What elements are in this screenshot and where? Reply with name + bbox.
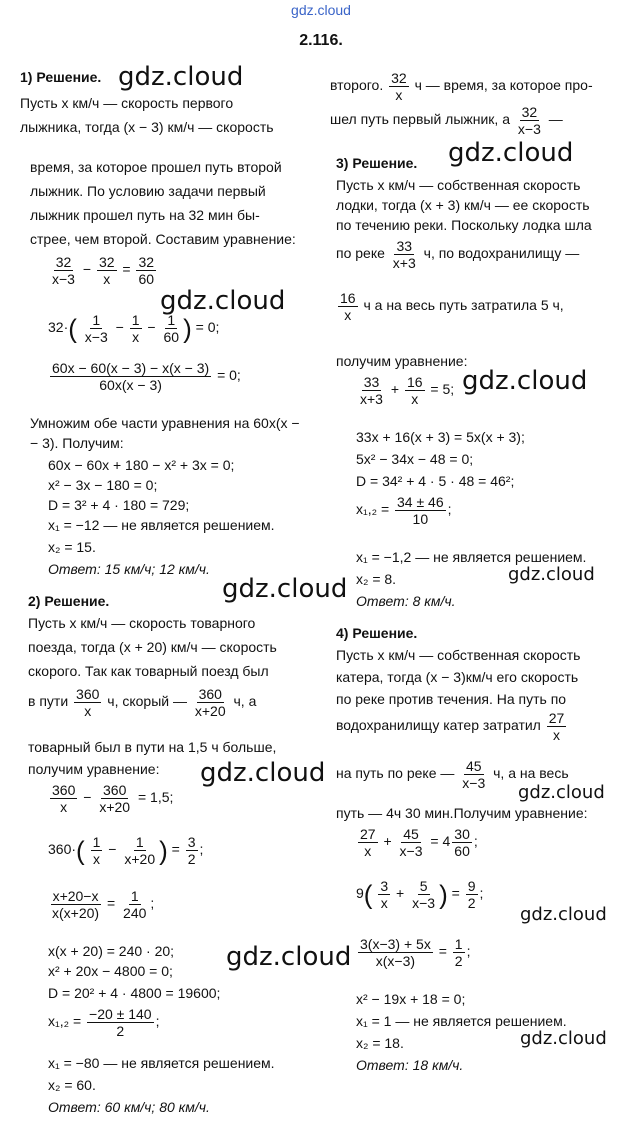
p4-line: по реке против течения. На путь по <box>336 691 567 707</box>
p1-line: − 3). Получим: <box>30 435 124 451</box>
p2-line: x(x + 20) = 240 · 20; <box>48 943 175 959</box>
p4-line: водохранилищу катер затратил $\frac{27}{x}$ <box>336 710 565 743</box>
p2-line: поезда, тогда (x + 20) км/ч — скорость <box>28 639 277 655</box>
p4-line: x₁ = 1 — не является решением. <box>356 1013 567 1029</box>
p3-line: 33x + 16(x + 3) = 5x(x + 3); <box>356 429 525 445</box>
watermark: gdz.cloud <box>520 904 607 925</box>
p2-line: D = 20² + 4 · 4800 = 19600; <box>48 985 221 1001</box>
p1-line: D = 3² + 4 · 180 = 729; <box>48 497 190 513</box>
p3-line: $\frac{16}{x}$ ч а на весь путь затратила 5 ч, <box>340 290 564 323</box>
problem-number: 2.116. <box>299 32 343 49</box>
p1-line: Умножим обе части уравнения на 60x(x − <box>30 415 300 431</box>
p3-heading: 3) Решение. <box>336 155 418 171</box>
p4-line: путь — 4ч 30 мин.Получим уравнение: <box>336 805 588 821</box>
p4-line: x₂ = 18. <box>356 1035 404 1051</box>
p3-line: лодки, тогда (x + 3) км/ч — ее скорость <box>336 197 590 213</box>
p3-line: Пусть x км/ч — собственная скорость <box>336 177 581 193</box>
p2-line: Пусть x км/ч — скорость товарного <box>28 615 256 631</box>
p1-line: время, за которое прошел путь второй <box>30 159 282 175</box>
p3-line: по течению реки. Поскольку лодка шла <box>336 217 592 233</box>
p4-line: катера, тогда (x − 3)км/ч его скорость <box>336 669 579 685</box>
p2-answer: Ответ: 60 км/ч; 80 км/ч. <box>48 1099 210 1115</box>
equation: $\frac{32}{x-3}$ − $\frac{32}{x}$ = $\frac{32}{60}$ <box>52 254 155 287</box>
r-line: шел путь первый лыжник, а $\frac{32}{x-3}$ — <box>330 104 563 137</box>
equation: $\frac{x+20-x}{x(x+20)}$ = $\frac{1}{240}$ ; <box>52 888 155 921</box>
p3-line: 5x² − 34x − 48 = 0; <box>356 451 474 467</box>
watermark: gdz.cloud <box>226 942 352 972</box>
watermark: gdz.cloud <box>520 1028 607 1049</box>
p1-line: лыжник прошел путь на 32 мин бы- <box>30 207 260 223</box>
r-line: второго. $\frac{32}{x}$ ч — время, за которое про- <box>330 70 593 103</box>
watermark: gdz.cloud <box>118 62 244 92</box>
p4-line: на путь по реке — $\frac{45}{x-3}$ ч, а на весь <box>336 758 569 791</box>
p3-line: D = 34² + 4 · 5 · 48 = 46²; <box>356 473 515 489</box>
p2-line: x₁ = −80 — не является решением. <box>48 1055 275 1071</box>
p2-line: x² + 20x − 4800 = 0; <box>48 963 173 979</box>
p2-line: x₂ = 60. <box>48 1077 96 1093</box>
watermark: gdz.cloud <box>508 564 595 585</box>
equation: $\frac{3(x-3) + 5x}{x(x-3)}$ = $\frac{1}{2}$ ; <box>360 936 471 969</box>
p4-line: Пусть x км/ч — собственная скорость <box>336 647 581 663</box>
p4-heading: 4) Решение. <box>336 625 418 641</box>
equation: $\frac{33}{x+3}$ + $\frac{16}{x}$ = 5; <box>360 374 455 407</box>
p4-answer: Ответ: 18 км/ч. <box>356 1057 464 1073</box>
p2-heading: 2) Решение. <box>28 593 110 609</box>
p1-line: лыжника, тогда (x − 3) км/ч — скорость <box>20 119 274 135</box>
watermark: gdz.cloud <box>462 366 588 396</box>
p1-line: Пусть x км/ч — скорость первого <box>20 95 234 111</box>
watermark: gdz.cloud <box>160 286 286 316</box>
p1-heading: 1) Решение. <box>20 69 102 85</box>
equation: x₁,₂ = $\frac{-20 \pm 140}{2}$ ; <box>48 1006 160 1039</box>
p2-line: товарный был в пути на 1,5 ч больше, <box>28 739 277 755</box>
p1-line: 60x − 60x + 180 − x² + 3x = 0; <box>48 457 235 473</box>
p1-line: лыжник. По условию задачи первый <box>30 183 266 199</box>
equation: 9( $\frac{3}{x}$ + $\frac{5}{x-3}$ ) = $\frac{9}{2}$ ; <box>356 878 484 911</box>
p3-line: x₂ = 8. <box>356 571 397 587</box>
p1-line: стрее, чем второй. Составим уравнение: <box>30 231 296 247</box>
watermark: gdz.cloud <box>518 782 605 803</box>
p2-line: скорого. Так как товарный поезд был <box>28 663 269 679</box>
watermark-top: gdz.cloud <box>291 2 351 18</box>
p3-answer: Ответ: 8 км/ч. <box>356 593 456 609</box>
watermark: gdz.cloud <box>200 758 326 788</box>
p2-line: в пути $\frac{360}{x}$ ч, скорый — $\frac{360}{x+20}$ ч, а <box>28 686 257 719</box>
equation: $\frac{27}{x}$ + $\frac{45}{x-3}$ = 4 $\frac{30}{60}$ ; <box>360 826 478 859</box>
p3-line: x₁ = −1,2 — не является решением. <box>356 549 587 565</box>
equation: 32·( $\frac{1}{x-3}$ − $\frac{1}{x}$ − $\frac{1}{60}$ ) = 0; <box>48 312 220 345</box>
p1-line: x₂ = 15. <box>48 539 96 555</box>
p1-line: x² − 3x − 180 = 0; <box>48 477 158 493</box>
equation: $\frac{60x - 60(x - 3) - x(x - 3)}{60x(x - 3)}$ = 0; <box>52 360 241 393</box>
watermark: gdz.cloud <box>222 574 348 604</box>
equation: x₁,₂ = $\frac{34 \pm 46}{10}$ ; <box>356 494 452 527</box>
p1-answer: Ответ: 15 км/ч; 12 км/ч. <box>48 561 210 577</box>
p4-line: x² − 19x + 18 = 0; <box>356 991 466 1007</box>
p3-line: по реке $\frac{33}{x+3}$ ч, по водохранилищу — <box>336 238 580 271</box>
equation: $\frac{360}{x}$ − $\frac{360}{x+20}$ = 1,5; <box>52 782 174 815</box>
p3-line: получим уравнение: <box>336 353 468 369</box>
watermark: gdz.cloud <box>448 138 574 168</box>
p1-line: x₁ = −12 — не является решением. <box>48 517 275 533</box>
equation: 360·( $\frac{1}{x}$ − $\frac{1}{x+20}$ ) = $\frac{3}{2}$ ; <box>48 834 204 867</box>
p2-line: получим уравнение: <box>28 761 160 777</box>
